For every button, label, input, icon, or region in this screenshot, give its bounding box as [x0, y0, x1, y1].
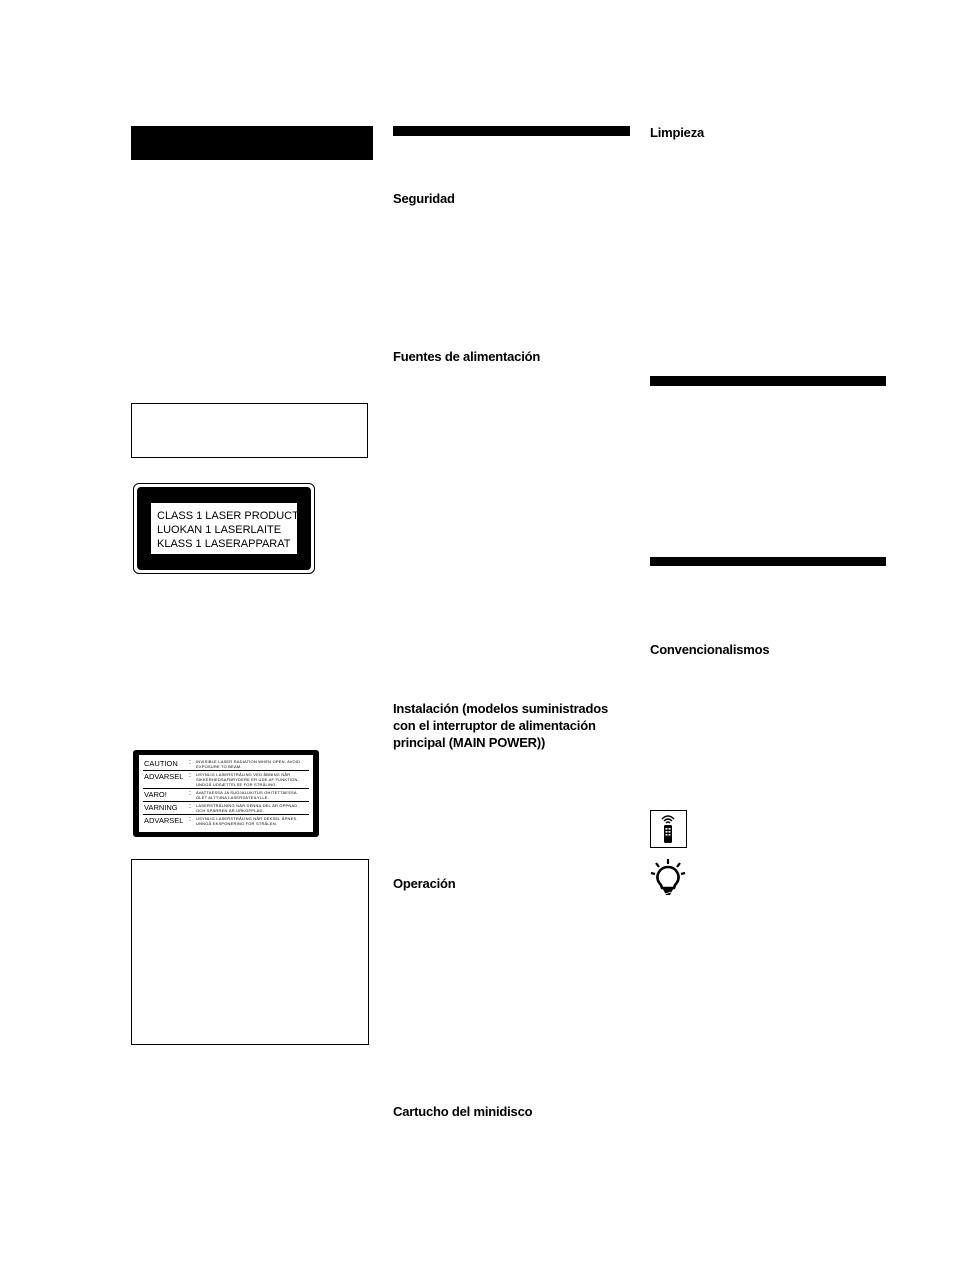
heading-instalacion-line: con el interruptor de alimentación: [393, 718, 596, 733]
heading-cartucho: Cartucho del minidisco: [393, 1104, 533, 1119]
heading-fuentes: Fuentes de alimentación: [393, 349, 541, 364]
caution-text: INVISIBLE LASER RADIATION WHEN OPEN. AVOID EXPOSURE TO BEAM.: [195, 758, 309, 771]
caution-key: ADVARSEL: [143, 771, 185, 789]
empty-info-box: [131, 859, 369, 1045]
caution-laser-label-body: [139, 755, 313, 832]
caution-sep: :: [185, 758, 195, 771]
caution-sep: :: [185, 789, 195, 802]
caution-laser-label: [133, 750, 319, 837]
remote-control-icon: [650, 810, 687, 848]
lightbulb-tip-icon-graphic: [650, 858, 686, 898]
heading-instalacion-line: principal (MAIN POWER)): [393, 735, 546, 750]
lightbulb-tip-icon: [650, 858, 686, 898]
heading-instalacion-line: Instalación (modelos suministrados: [393, 701, 608, 716]
class1-laser-label-text: [151, 503, 297, 554]
caution-row: [143, 771, 309, 789]
caution-sep: :: [185, 802, 195, 815]
heading-seguridad: Seguridad: [393, 191, 455, 206]
remote-control-icon-graphic: [651, 811, 685, 846]
caution-row: [143, 758, 309, 771]
caution-key: VARNING: [143, 802, 185, 815]
middle-section-bar: [393, 126, 630, 136]
caution-key: VARO!: [143, 789, 185, 802]
empty-notice-box: [131, 403, 368, 458]
laser-label-line: CLASS 1 LASER PRODUCT: [157, 510, 299, 522]
caution-sep: :: [189, 816, 191, 823]
caution-text: LASERSTRÅLNING NÄR DENNA DEL ÄR ÖPPNAD OCH SPÄRREN ÄR URKOPPLAD.: [195, 802, 309, 815]
heading-limpieza: Limpieza: [650, 125, 705, 140]
class1-laser-label-frame: [137, 487, 311, 570]
heading-instalacion: [393, 700, 608, 751]
caution-text: AVATTAESSA JA SUOJALUKITUS OHITETTAESSA OLET ALTTIINA LASERSÄTEILYLLE.: [195, 789, 309, 802]
right-section-bar-1: [650, 376, 886, 386]
caution-table: [143, 758, 309, 827]
laser-label-line: KLASS 1 LASERAPPARAT: [157, 538, 291, 550]
caution-row: [143, 802, 309, 815]
heading-operacion: Operación: [393, 876, 456, 891]
laser-label-line: LUOKAN 1 LASERLAITE: [157, 524, 282, 536]
caution-row: [143, 815, 309, 828]
caution-key: ADVARSEL: [144, 816, 184, 825]
heading-convencionalismos: Convencionalismos: [650, 642, 770, 657]
right-section-bar-2: [650, 557, 886, 566]
caution-row: [143, 789, 309, 802]
caution-text: USYNLIG LASERSTRÅLING NÅR DEKSEL ÅPNES. UNNGÅ EKSPONERING FOR STRÅLEN.: [196, 816, 298, 826]
caution-sep: :: [185, 771, 195, 789]
left-title-bar: [131, 126, 373, 160]
caution-text: USYNLIG LASERSTRÅLING VED ÅBNING NÅR SIKKERHEDSAFBRYDERE ER UDE AF FUNKTION. UNDGÅ UDSÆTTELSE FOR STRÅLING.: [195, 771, 309, 789]
caution-key: CAUTION: [143, 758, 185, 771]
class1-laser-label: [133, 483, 315, 574]
